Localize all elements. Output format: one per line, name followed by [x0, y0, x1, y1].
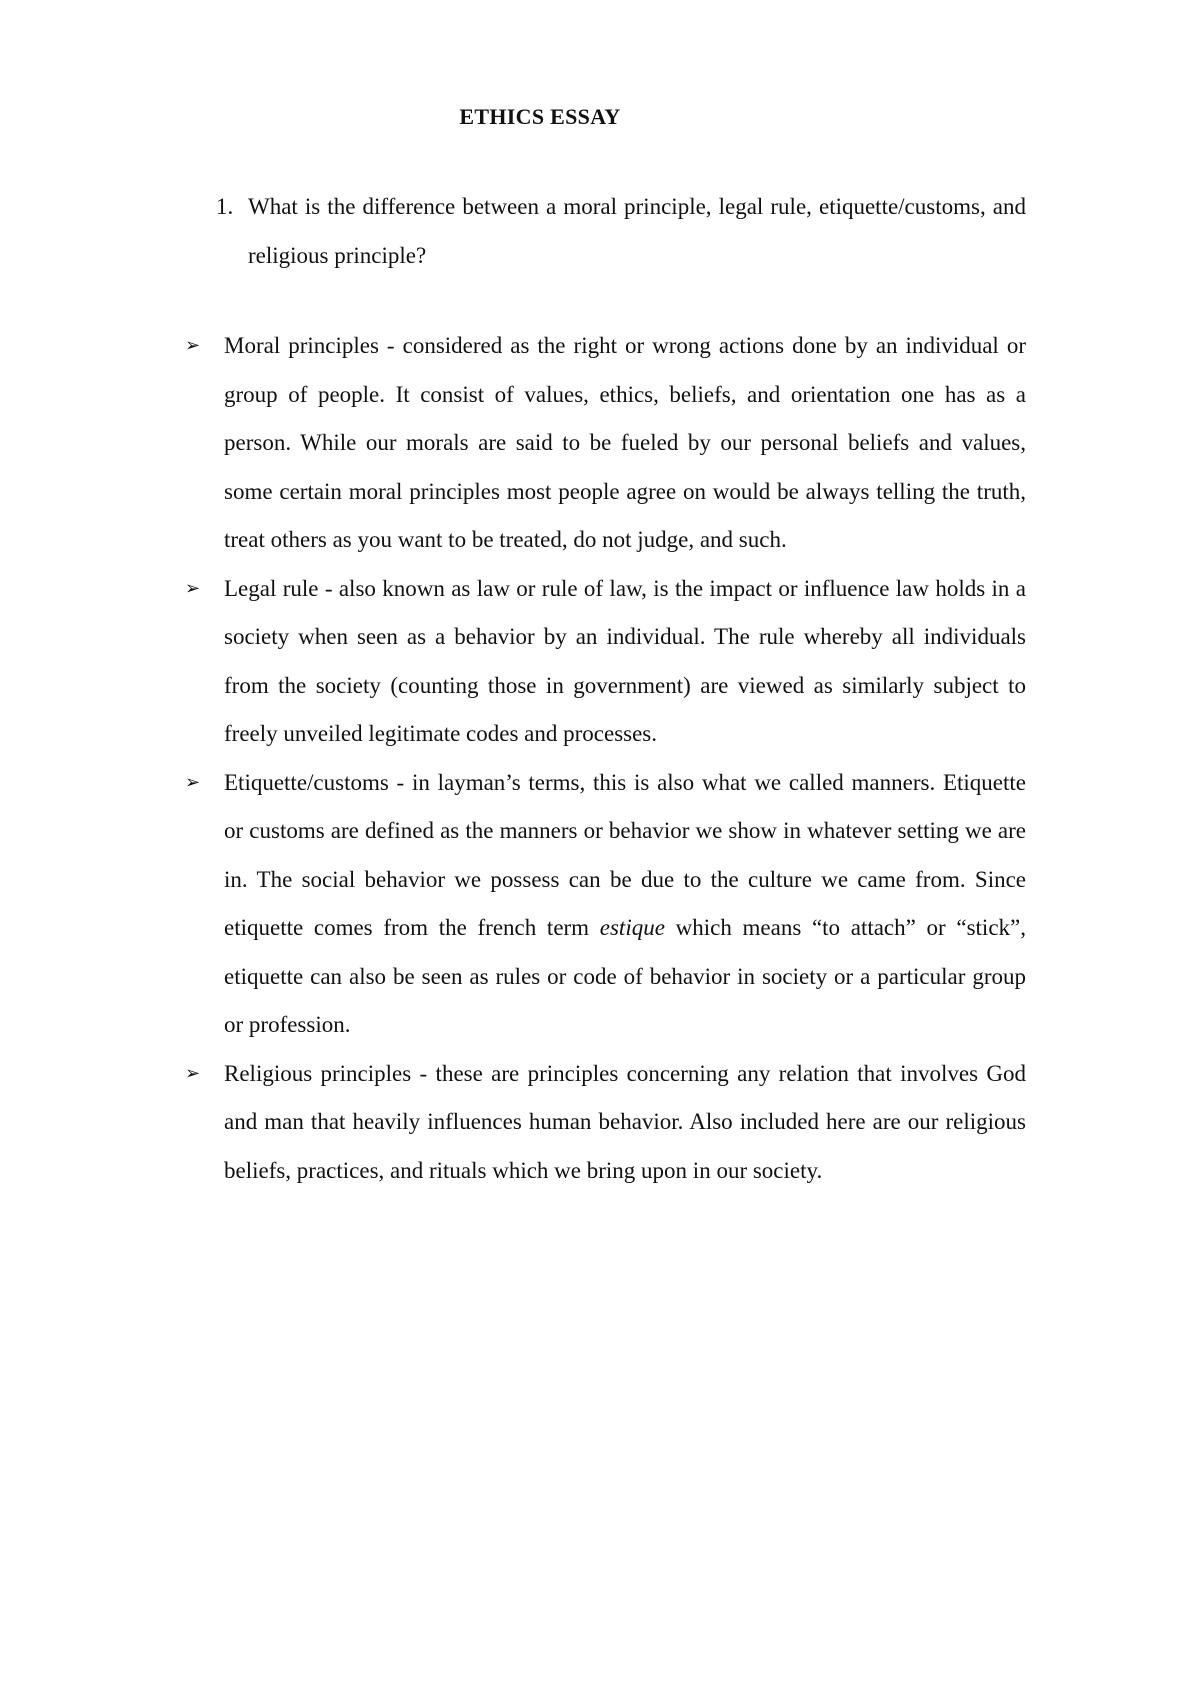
- bullet-legal-rule: [185, 565, 1026, 759]
- bullet-etiquette-customs: [185, 759, 1026, 1050]
- question-item: [216, 182, 1026, 280]
- bullet-religious-principles: [185, 1050, 1026, 1196]
- question-text: What is the difference between a moral principle, legal rule, etiquette/customs, and religious principle?: [248, 194, 1026, 268]
- question-number: 1.: [216, 194, 234, 219]
- document-title: ETHICS ESSAY: [459, 104, 621, 129]
- bullet-text: Legal rule - also known as law or rule of law, is the impact or influence law holds in a society when seen as a behavior by an individual. The rule whereby all individuals from the society (counting those in government) are viewed as similarly subject to freely unveiled legitimate codes and processes.: [224, 575, 1026, 746]
- bullet-text-part: which means “to attach” or “stick”, etiquette can also be seen as rules or code of behavior in society or a particular group or profession.: [224, 915, 1026, 1037]
- arrow-bullet-icon: ➢: [185, 335, 201, 356]
- italic-term: estique: [599, 915, 665, 940]
- bullet-text: Religious principles - these are principles concerning any relation that involves God and man that heavily influences human behavior. Also included here are our religious beliefs, practices, and rituals which we bring upon in our society.: [224, 1060, 1026, 1183]
- arrow-bullet-icon: ➢: [185, 771, 201, 793]
- bullet-text-part: Etiquette/customs - in layman’s terms, this is also what we called manners. Etiquette or customs are defined as the manners or behavior we show in whatever setting we are in. The social behavior we possess can be due to the culture we came from. Since etiquette comes from the french term: [224, 769, 1026, 940]
- arrow-bullet-icon: ➢: [185, 577, 201, 599]
- arrow-bullet-icon: ➢: [185, 1062, 201, 1084]
- bullet-moral-principles: [185, 322, 1026, 565]
- bullet-text: Moral principles - considered as the right or wrong actions done by an individual or group of people. It consist of values, ethics, beliefs, and orientation one has as a person. While our morals are said to be fueled by our personal beliefs and values, some certain moral principles most people agree on would be always telling the truth, treat others as you want to be treated, do not judge, and such.: [224, 333, 1026, 552]
- bullet-text: [224, 759, 1026, 1050]
- bullet-list: [185, 322, 1026, 1195]
